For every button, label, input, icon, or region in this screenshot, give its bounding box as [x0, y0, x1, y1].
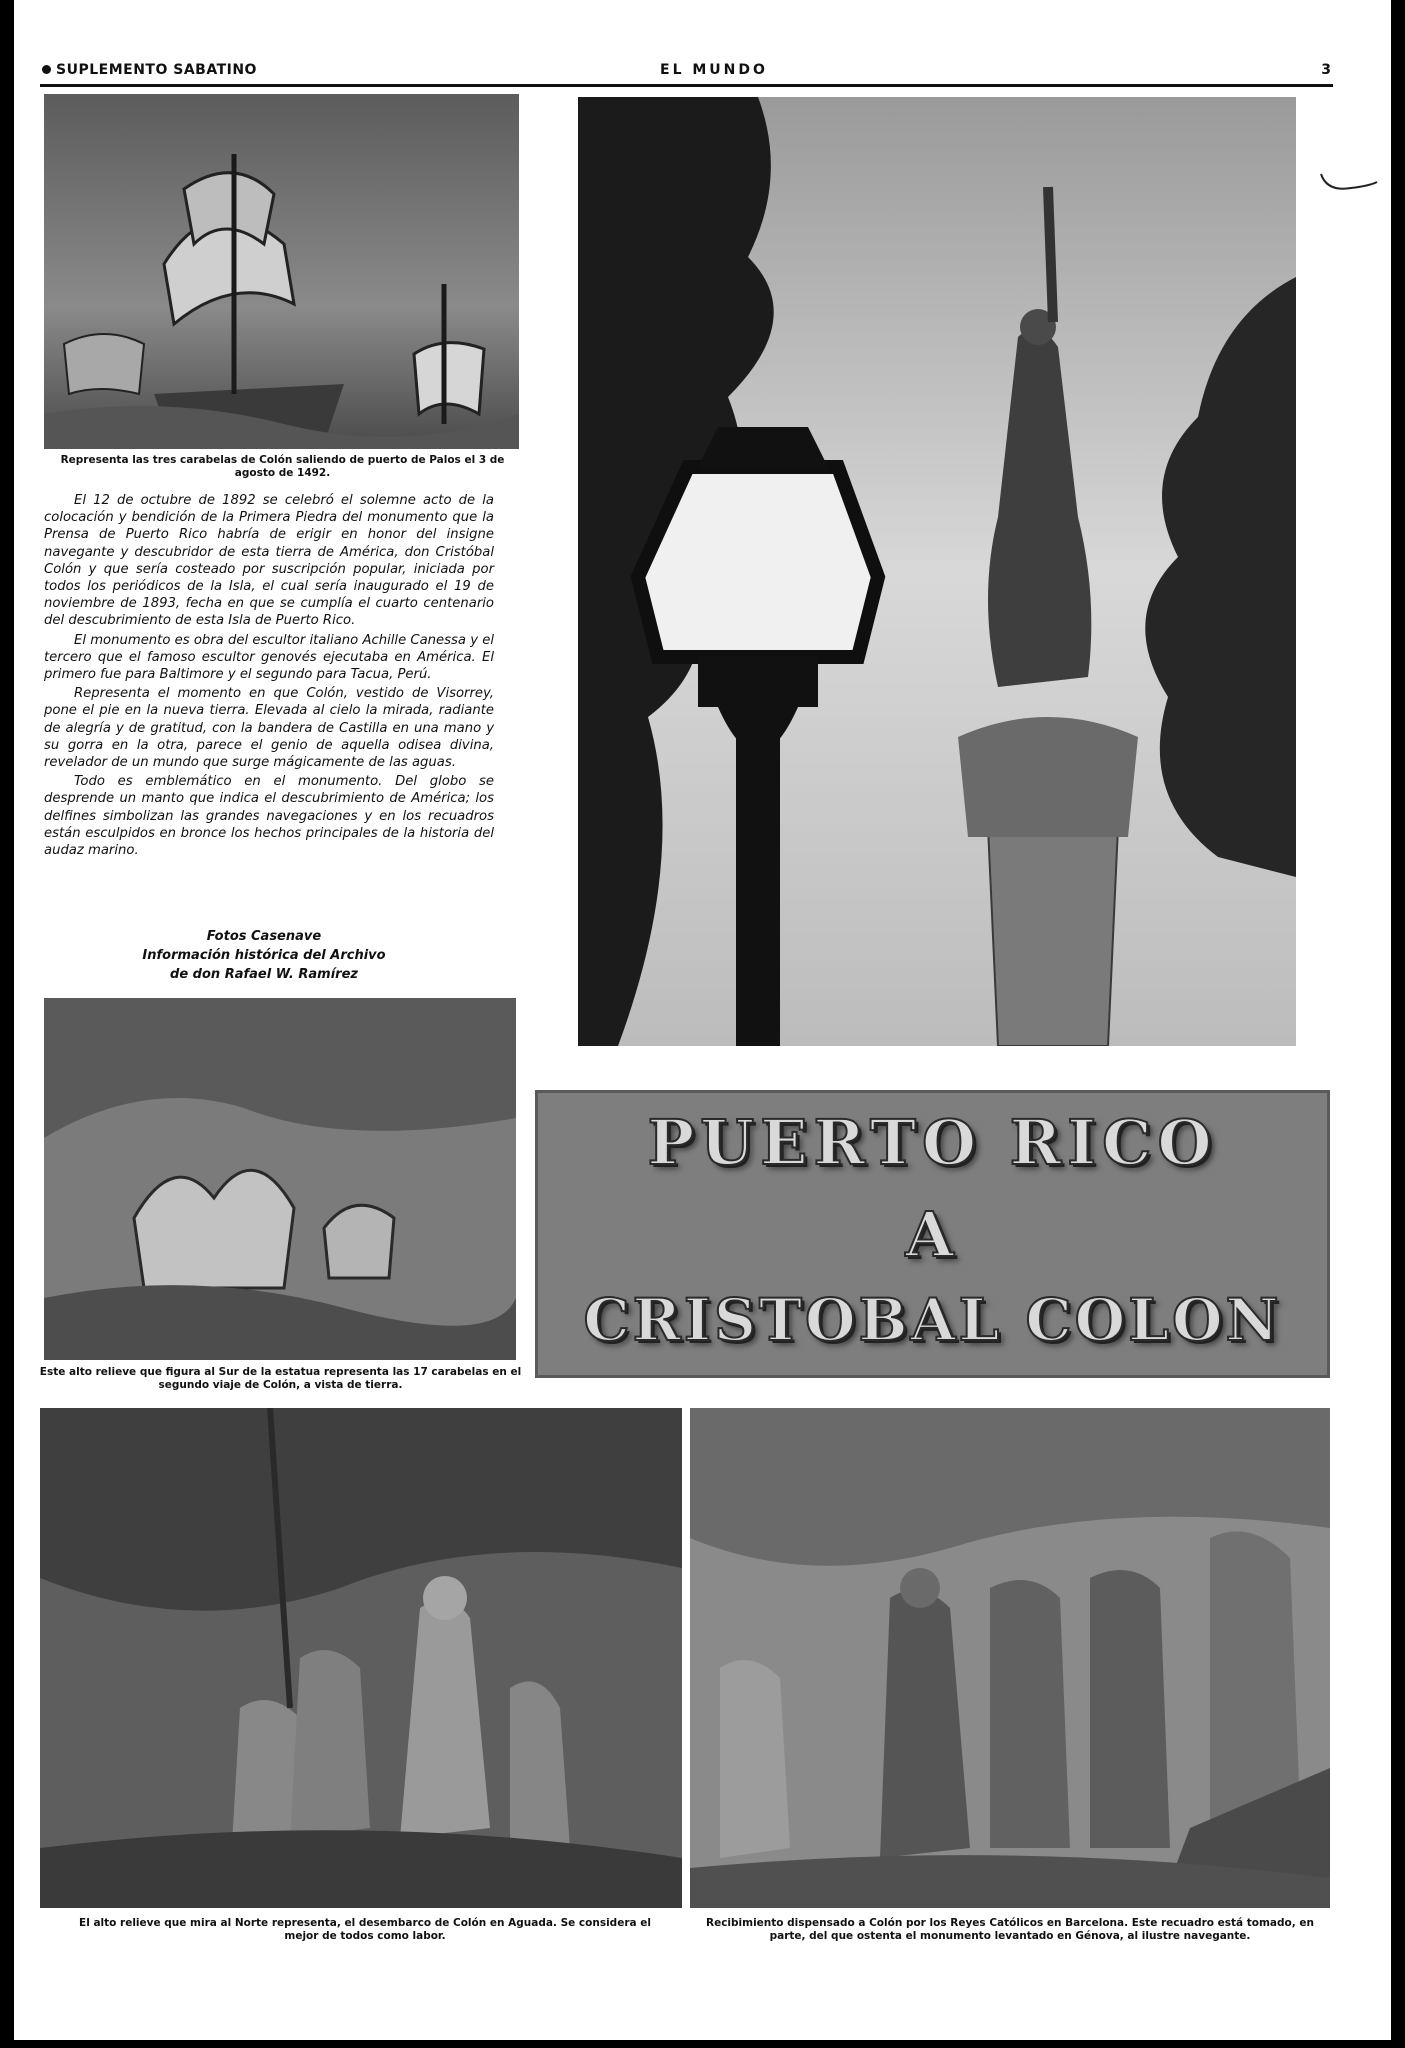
info-credit-line-1: Información histórica del Archivo: [142, 948, 386, 963]
caption-relieve-sur: Este alto relieve que figura al Sur de la estatua representa las 17 carabelas en el segundo viaje de Colón, a vista de tierra.: [39, 1366, 522, 1391]
bullet-icon: [42, 65, 51, 74]
page-header: [40, 62, 1333, 87]
photo-placa: [535, 1090, 1330, 1378]
plaque-line-3: CRISTOBAL COLON: [583, 1286, 1282, 1354]
article-paragraph: Representa el momento en que Colón, vestido de Visorrey, pone el pie en la nueva tierra. Elevada al cielo la mirada, radiante de alegría y de gratitud, con la bandera de Castilla en una mano y su gorra en la otra, parece el genio de aquella odisea divina, revelador de un mundo que surge mágicamente de las aguas.: [44, 686, 494, 771]
pencil-mark-icon: [1317, 170, 1381, 200]
plaque-line-2: A: [905, 1198, 960, 1271]
caption-recibimiento: Recibimiento dispensado a Colón por los Reyes Católicos en Barcelona. Este recuadro está tomado, en parte, del que ostenta el monumento levantado en Génova, al ilustre navegante.: [705, 1917, 1314, 1942]
article-paragraph: Todo es emblemático en el monumento. Del globo se desprende un manto que indica el descubrimiento de América; los delfines simbolizan las grandes navegaciones y en los recuadros están esculpidos en bronce los hechos principales de la historia del audaz marino.: [44, 774, 494, 859]
photo-carabelas: [44, 94, 519, 449]
photo-estatua: [578, 97, 1296, 1046]
article-paragraph: El monumento es obra del escultor italiano Achille Canessa y el tercero que el famoso escultor genovés ejecutaba en América. El primero fue para Baltimore y el segundo para Tacua, Perú.: [44, 632, 494, 683]
article-body: [44, 492, 494, 861]
scan-border-bottom: [0, 2040, 1405, 2048]
caption-carabelas: Representa las tres carabelas de Colón saliendo de puerto de Palos el 3 de agosto de 1492.: [60, 454, 505, 479]
page-number: 3: [1321, 62, 1331, 78]
plaque-line-1: PUERTO RICO: [647, 1106, 1218, 1179]
scan-border-right: [1391, 0, 1405, 2048]
caption-relieve-norte: El alto relieve que mira al Norte representa, el desembarco de Colón en Aguada. Se considera el mejor de todos como labor.: [79, 1917, 651, 1942]
credits: [44, 928, 484, 985]
newspaper-name: EL MUNDO: [660, 62, 768, 78]
photo-relieve-norte: [40, 1408, 682, 1908]
section-title: SUPLEMENTO SABATINO: [56, 62, 257, 78]
photo-credit: Fotos Casenave: [206, 929, 322, 944]
photo-recibimiento: [690, 1408, 1330, 1908]
article-paragraph: El 12 de octubre de 1892 se celebró el solemne acto de la colocación y bendición de la Primera Piedra del monumento que la Prensa de Puerto Rico habría de erigir en honor del insigne navegante y descubridor de esta tierra de América, don Cristóbal Colón y que sería costeado por suscripción popular, iniciada por todos los periódicos de la Isla, el cual sería inaugurado el 19 de noviembre de 1893, fecha en que se cumplía el cuarto centenario del descubrimiento de esta Isla de Puerto Rico.: [44, 493, 494, 629]
photo-relieve-sur: [44, 998, 516, 1360]
scan-border-left: [0, 0, 14, 2048]
info-credit-line-2: de don Rafael W. Ramírez: [170, 967, 358, 982]
